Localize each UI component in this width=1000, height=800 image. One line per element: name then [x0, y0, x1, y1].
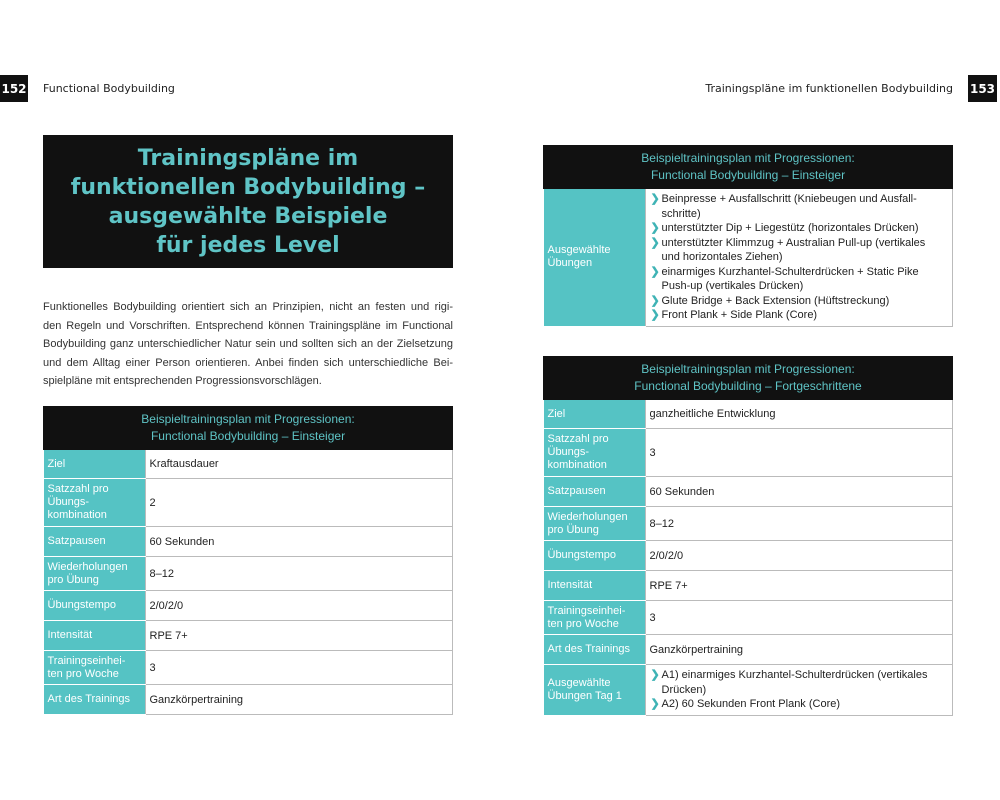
table-row — [44, 450, 453, 479]
chapter-title-line: Trainingspläne im — [137, 145, 359, 171]
list-item — [650, 265, 949, 294]
row-value: 2/0/2/0 — [645, 541, 953, 571]
table-header — [44, 407, 453, 450]
row-value: 60 Sekunden — [145, 527, 453, 557]
row-key-line: kombination — [547, 459, 607, 471]
page-number-left: 152 — [0, 75, 28, 102]
list-item — [650, 308, 949, 323]
exercise-list — [645, 665, 953, 716]
row-key-line: Übungstempo — [547, 549, 616, 561]
row-key-line: Trainingseinhei- — [47, 654, 126, 667]
table-header — [544, 146, 953, 189]
chapter-title-line: funktionellen Bodybuilding – — [70, 174, 426, 200]
table-header-line: Functional Bodybuilding – Fortgeschrittene — [634, 379, 862, 393]
row-key — [544, 477, 646, 507]
chapter-title-line: ausgewählte Beispiele — [108, 203, 388, 229]
chevron-right-icon: ❯ — [650, 222, 660, 234]
row-key-line: Satzpausen — [47, 535, 106, 547]
row-key-line: Übungstempo — [47, 599, 116, 611]
row-key — [44, 651, 146, 685]
intro-paragraph — [43, 298, 453, 391]
table-row — [44, 651, 453, 685]
row-value: Ganzkörpertraining — [645, 635, 953, 665]
list-item-line: Drücken) — [661, 683, 707, 696]
table-header-line: Beispieltrainingsplan mit Progressionen: — [641, 151, 855, 165]
list-item — [650, 668, 949, 697]
table-row — [544, 601, 953, 635]
table-header-row — [44, 407, 453, 450]
intro-line: spielpläne mit entsprechenden Progressionsvorschlägen. — [43, 375, 322, 387]
row-key — [44, 557, 146, 591]
row-key — [544, 189, 646, 327]
row-value: 3 — [645, 429, 953, 477]
chevron-right-icon: ❯ — [650, 309, 660, 321]
plan-table-exercises — [543, 145, 953, 327]
intro-line: Funktionelles Bodybuilding orientiert sich an Prinzipien, nicht an festen und rigi- — [43, 301, 453, 313]
intro-line: den Regeln und Vorschriften. Entsprechend können Trainingspläne im Functional — [43, 319, 453, 332]
row-key — [544, 400, 646, 429]
running-head-right: Trainingspläne im funktionellen Bodybuilding — [705, 82, 953, 95]
list-item — [650, 221, 949, 236]
plan-table-beginner — [43, 406, 453, 715]
row-key-line: Ziel — [547, 407, 566, 420]
page-number-right: 153 — [968, 75, 997, 102]
list-item-line: unterstützter Dip + Liegestütz (horizontales Drücken) — [661, 222, 919, 234]
row-key-line: Satzpausen — [547, 485, 606, 497]
row-value: 60 Sekunden — [645, 477, 953, 507]
chevron-right-icon: ❯ — [650, 236, 660, 249]
row-key — [44, 591, 146, 621]
chevron-right-icon: ❯ — [650, 294, 660, 307]
list-item-line: unterstützter Klimmzug + Australian Pull-up (vertikales — [661, 236, 926, 249]
row-key-line: pro Übung — [547, 523, 599, 536]
row-key-line: ten pro Woche — [47, 667, 119, 680]
row-key-line: Wiederholungen — [47, 560, 128, 573]
row-key-line: Übungen — [547, 257, 593, 270]
table-header-row — [544, 146, 953, 189]
row-key-line: Ziel — [47, 457, 66, 470]
row-value: 3 — [645, 601, 953, 635]
row-key-line: Intensität — [547, 579, 593, 591]
row-value: RPE 7+ — [645, 571, 953, 601]
table-row — [544, 541, 953, 571]
row-key-line: ten pro Woche — [547, 617, 619, 630]
row-key-line: Art des Trainings — [47, 693, 131, 705]
row-value: ganzheitliche Entwicklung — [645, 400, 953, 429]
table-row — [44, 685, 453, 715]
chapter-title — [71, 144, 425, 260]
row-key — [544, 541, 646, 571]
row-key-line: Übungs- — [547, 446, 590, 458]
row-value: 2/0/2/0 — [145, 591, 453, 621]
row-key-line: Ausgewählte — [547, 676, 611, 689]
list-item-line: und horizontales Ziehen) — [661, 251, 783, 263]
row-key — [544, 665, 646, 716]
row-key-line: Satzzahl pro — [547, 433, 609, 445]
table-row — [544, 400, 953, 429]
row-value: Ganzkörpertraining — [145, 685, 453, 715]
list-item-line: Beinpresse + Ausfallschritt (Kniebeugen und Ausfall- — [661, 193, 917, 205]
row-key — [544, 601, 646, 635]
list-item-line: A2) 60 Sekunden Front Plank (Core) — [661, 698, 841, 710]
table-row — [44, 479, 453, 527]
list-item-line: Push-up (vertikales Drücken) — [661, 280, 804, 292]
table-row — [544, 429, 953, 477]
chevron-right-icon: ❯ — [650, 265, 660, 278]
table-header — [544, 357, 953, 400]
table-row — [544, 507, 953, 541]
row-value: 3 — [145, 651, 453, 685]
row-key-line: Trainingseinhei- — [547, 604, 626, 617]
intro-line: Bodybuilding ganz unterschiedlicher Natur sein und sollten sich an der Zielsetzung — [43, 338, 453, 350]
table-row — [544, 189, 953, 327]
row-key — [44, 685, 146, 715]
row-key — [544, 635, 646, 665]
table-header-row — [544, 357, 953, 400]
chapter-title-box — [43, 135, 453, 268]
row-key-line: Übungen Tag 1 — [547, 689, 622, 702]
row-key-line: kombination — [47, 509, 107, 521]
row-value: 8–12 — [645, 507, 953, 541]
table-row — [544, 635, 953, 665]
table-header-line: Functional Bodybuilding – Einsteiger — [150, 429, 346, 443]
row-value: RPE 7+ — [145, 621, 453, 651]
list-item-line: schritte) — [661, 207, 701, 220]
table-row — [544, 571, 953, 601]
table-header-line: Functional Bodybuilding – Einsteiger — [650, 168, 846, 182]
table-row — [44, 591, 453, 621]
table-row — [44, 557, 453, 591]
row-value: 8–12 — [145, 557, 453, 591]
table-header-line: Beispieltrainingsplan mit Progressionen: — [141, 412, 355, 426]
plan-table-advanced — [543, 356, 953, 716]
row-key — [544, 571, 646, 601]
row-key-line: Ausgewählte — [547, 244, 611, 257]
row-key — [44, 621, 146, 651]
row-key-line: Art des Trainings — [547, 643, 631, 655]
row-key — [44, 527, 146, 557]
table-row — [544, 665, 953, 716]
row-key — [44, 479, 146, 527]
row-key-line: Satzzahl pro — [47, 483, 109, 495]
list-item-line: A1) einarmiges Kurzhantel-Schulterdrücken (vertikales — [661, 669, 928, 681]
row-key — [544, 429, 646, 477]
list-item — [650, 697, 949, 712]
list-item-line: einarmiges Kurzhantel-Schulterdrücken + Static Pike — [661, 265, 919, 278]
row-key-line: Intensität — [47, 629, 93, 641]
chevron-right-icon: ❯ — [650, 698, 660, 710]
table-row — [44, 621, 453, 651]
list-item-line: Glute Bridge + Back Extension (Hüftstreckung) — [661, 294, 890, 307]
table-row — [544, 477, 953, 507]
row-value: Kraftausdauer — [145, 450, 453, 479]
row-key-line: pro Übung — [47, 573, 99, 586]
list-item — [650, 192, 949, 221]
row-key — [544, 507, 646, 541]
chevron-right-icon: ❯ — [650, 669, 660, 681]
running-head-left: Functional Bodybuilding — [43, 82, 175, 95]
row-key-line: Wiederholungen — [547, 510, 628, 523]
list-item-line: Front Plank + Side Plank (Core) — [661, 309, 818, 321]
table-header-line: Beispieltrainingsplan mit Progressionen: — [641, 362, 855, 376]
chevron-right-icon: ❯ — [650, 193, 660, 205]
row-key-line: Übungs- — [47, 496, 90, 508]
row-value: 2 — [145, 479, 453, 527]
table-row — [44, 527, 453, 557]
list-item — [650, 236, 949, 265]
list-item — [650, 294, 949, 309]
exercise-list — [645, 189, 953, 327]
intro-line: und dem Alltag einer Person orientieren. Anbei finden sich unterschiedliche Bei- — [43, 356, 453, 369]
row-key — [44, 450, 146, 479]
chapter-title-line: für jedes Level — [156, 232, 340, 258]
